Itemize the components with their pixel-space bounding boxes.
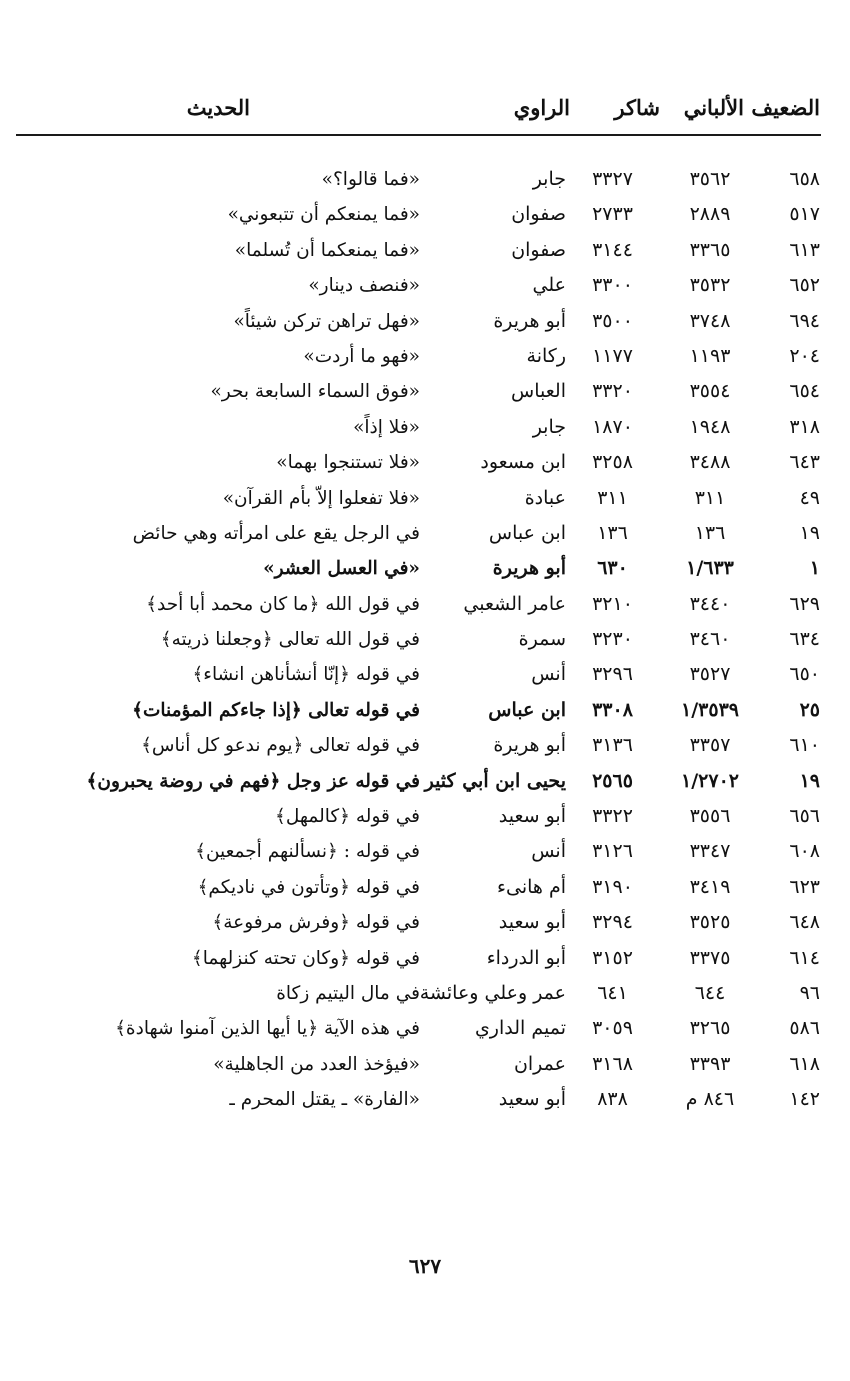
header-albani: الألباني: [683, 95, 744, 120]
narrator-name: يحيى ابن أبي كثير: [424, 769, 566, 792]
albani-number: ٣٥٥٦: [689, 805, 731, 828]
albani-number: ٣٣٤٧: [689, 840, 731, 863]
daif-number: ٦٥٢: [789, 274, 820, 297]
albani-number: ٣٥٥٤: [689, 380, 731, 403]
albani-number: ٣١١: [694, 486, 726, 509]
hadith-text: «فيؤخذ العدد من الجاهلية»: [213, 1053, 420, 1075]
header-rawi: الراوي: [513, 95, 570, 120]
daif-number: ٩٦: [799, 981, 820, 1004]
daif-number: ١: [809, 557, 820, 580]
narrator-name: سمرة: [518, 628, 566, 651]
hadith-text: في قوله ﴿إنّا أنشأناهن انشاء﴾: [192, 664, 420, 686]
narrator-name: علي: [532, 274, 566, 297]
shakir-number: ٣٠٥٩: [592, 1017, 633, 1040]
albani-number: ٣٤١٩: [689, 875, 731, 898]
table-row: [0, 162, 850, 197]
narrator-name: أم هانىء: [497, 875, 566, 898]
daif-number: ٦٢٣: [789, 875, 820, 898]
page-number: ٦٢٧: [408, 1254, 442, 1278]
table-row: [0, 304, 850, 339]
hadith-text: في هذه الآية ﴿يا أيها الذين آمنوا شهادة﴾: [115, 1018, 420, 1040]
daif-number: ٦٩٤: [789, 309, 820, 332]
shakir-number: ٦٣٠: [597, 557, 628, 580]
narrator-name: أبو سعيد: [498, 1088, 566, 1111]
narrator-name: ابن عباس: [488, 521, 566, 544]
narrator-name: أنس: [531, 663, 566, 686]
shakir-number: ١١٧٧: [592, 344, 633, 367]
hadith-text: في قوله ﴿وفرش مرفوعة﴾: [212, 912, 420, 934]
hadith-text: «فلا تستنجوا بهما»: [276, 452, 420, 474]
daif-number: ٦١٨: [789, 1052, 820, 1075]
table-row: [0, 799, 850, 834]
narrator-name: أبو هريرة: [493, 734, 566, 757]
table-row: [0, 445, 850, 480]
hadith-text: في قوله : ﴿نسألنهم أجمعين﴾: [195, 841, 420, 863]
shakir-number: ١٨٧٠: [592, 415, 633, 438]
daif-number: ٦٥٠: [789, 663, 820, 686]
shakir-number: ٢٥٦٥: [592, 769, 633, 792]
daif-number: ٦٠٨: [789, 840, 820, 863]
daif-number: ٣١٨: [789, 415, 820, 438]
shakir-number: ٣٣٢٢: [592, 805, 633, 828]
hadith-text: في قوله عز وجل ﴿فهم في روضة يحبرون﴾: [86, 770, 420, 792]
table-row: [0, 657, 850, 692]
hadith-text: «فوق السماء السابعة بحر»: [210, 381, 420, 403]
table-row: [0, 481, 850, 516]
header-daif: الضعيف: [751, 95, 820, 120]
hadith-text: في مال اليتيم زكاة: [276, 982, 420, 1004]
hadith-index-table: [0, 162, 850, 1118]
albani-number: ٣٥٦٢: [689, 168, 731, 190]
table-row: [0, 870, 850, 905]
table-header: [18, 92, 820, 128]
hadith-text: «فهل تراهن تركن شيئاً»: [233, 310, 420, 332]
daif-number: ٥٨٦: [789, 1017, 820, 1040]
table-row: [0, 976, 850, 1011]
albani-number: ٣٣٧٥: [689, 946, 731, 969]
albani-number: ٣٥٢٧: [689, 663, 731, 686]
hadith-text: «فما يمنعكم أن تتبعوني»: [227, 204, 420, 226]
narrator-name: أبو سعيد: [498, 805, 566, 828]
daif-number: ٦٥٤: [789, 380, 820, 403]
header-divider: [16, 134, 821, 136]
narrator-name: تميم الداري: [474, 1017, 566, 1040]
table-row: [0, 764, 850, 799]
table-row: [0, 1047, 850, 1082]
albani-number: ٢٨٨٩: [689, 203, 731, 226]
daif-number: ٦٣٤: [789, 628, 820, 651]
albani-number: ٣٥٢٥: [689, 911, 731, 934]
narrator-name: عمران: [513, 1052, 566, 1075]
albani-number: ١/٦٣٣: [686, 557, 734, 580]
table-row: [0, 197, 850, 232]
daif-number: ٦١٠: [789, 734, 820, 757]
narrator-name: ابن عباس: [488, 698, 566, 721]
hadith-text: في قول الله ﴿ما كان محمد أبا أحد﴾: [146, 593, 420, 615]
hadith-text: «فما قالوا؟»: [321, 169, 420, 190]
albani-number: ٣٣٦٥: [689, 238, 731, 261]
shakir-number: ٨٣٨: [597, 1088, 628, 1111]
daif-number: ٦٥٦: [789, 805, 820, 828]
shakir-number: ٣٣٢٠: [592, 380, 633, 403]
shakir-number: ٣٢٩٤: [592, 911, 633, 934]
shakir-number: ٣٥٠٠: [592, 309, 633, 332]
shakir-number: ٣٣٠٠: [592, 274, 633, 297]
narrator-name: عمر وعلي وعائشة: [419, 981, 566, 1004]
daif-number: ٦١٣: [789, 238, 820, 261]
albani-number: ٨٤٦ م: [685, 1088, 735, 1111]
shakir-number: ٣٣٢٧: [592, 168, 633, 190]
shakir-number: ٣١٦٨: [592, 1052, 633, 1075]
shakir-number: ٣٢١٠: [592, 592, 633, 615]
daif-number: ٦١٤: [789, 946, 820, 969]
shakir-number: ٣١٥٢: [592, 946, 633, 969]
narrator-name: جابر: [532, 415, 566, 438]
table-row: [0, 587, 850, 622]
table-row: [0, 268, 850, 303]
hadith-text: في قوله ﴿وتأتون في ناديكم﴾: [197, 876, 420, 898]
albani-number: ٣٥٣٢: [689, 274, 731, 297]
table-row: [0, 374, 850, 409]
albani-number: ١/٣٥٣٩: [681, 698, 739, 721]
hadith-text: في قول الله تعالى ﴿وجعلنا ذريته﴾: [160, 629, 420, 651]
albani-number: ٣٣٥٧: [689, 734, 731, 757]
shakir-number: ٦٤١: [597, 981, 628, 1004]
albani-number: ٣٧٤٨: [689, 309, 731, 332]
table-row: [0, 941, 850, 976]
shakir-number: ٣١٣٦: [592, 734, 633, 757]
hadith-text: «فهو ما أردت»: [303, 345, 420, 367]
shakir-number: ٣١١: [597, 486, 628, 509]
header-hadith: الحديث: [186, 95, 250, 120]
table-row: [0, 1082, 850, 1117]
hadith-text: «فما يمنعكما أن تُسلما»: [234, 239, 420, 261]
table-row: [0, 693, 850, 728]
table-row: [0, 339, 850, 374]
shakir-number: ٣٢٥٨: [592, 451, 633, 474]
shakir-number: ٣٣٠٨: [592, 698, 633, 721]
daif-number: ٦٤٣: [789, 451, 820, 474]
albani-number: ٣٢٦٥: [689, 1017, 731, 1040]
narrator-name: ابن مسعود: [480, 451, 566, 474]
shakir-number: ٣١٤٤: [592, 238, 633, 261]
albani-number: ٦٤٤: [694, 981, 726, 1004]
table-row: [0, 410, 850, 445]
table-row: [0, 834, 850, 869]
narrator-name: جابر: [532, 168, 566, 190]
daif-number: ٦٥٨: [789, 168, 820, 190]
shakir-number: ٣٢٣٠: [592, 628, 633, 651]
albani-number: ٣٤٦٠: [689, 628, 731, 651]
albani-number: ١١٩٣: [689, 344, 731, 367]
daif-number: ١٩: [799, 521, 820, 544]
albani-number: ١٣٦: [694, 521, 726, 544]
daif-number: ٦٢٩: [789, 592, 820, 615]
hadith-text: في قوله ﴿وكان تحته كنزلهما﴾: [191, 947, 420, 969]
daif-number: ٤٩: [799, 486, 820, 509]
shakir-number: ٣١٩٠: [592, 875, 633, 898]
table-row: [0, 233, 850, 268]
narrator-name: صفوان: [511, 238, 566, 261]
narrator-name: أبو سعيد: [498, 911, 566, 934]
narrator-name: أبو هريرة: [493, 309, 566, 332]
hadith-text: في قوله تعالى ﴿يوم ندعو كل أناس﴾: [141, 735, 420, 757]
hadith-text: «فنصف دينار»: [308, 275, 420, 297]
narrator-name: أبو هريرة: [492, 557, 566, 580]
narrator-name: صفوان: [511, 203, 566, 226]
table-row: [0, 1011, 850, 1046]
table-row: [0, 905, 850, 940]
hadith-text: في قوله تعالى ﴿إذا جاءكم المؤمنات﴾: [132, 699, 420, 721]
albani-number: ١/٢٧٠٢: [681, 769, 739, 792]
albani-number: ٣٤٤٠: [689, 592, 731, 615]
daif-number: ٦٤٨: [789, 911, 820, 934]
shakir-number: ١٣٦: [597, 521, 628, 544]
hadith-text: «فلا تفعلوا إلاّ بأم القرآن»: [222, 487, 420, 509]
daif-number: ٥١٧: [789, 203, 820, 226]
albani-number: ١٩٤٨: [689, 415, 731, 438]
narrator-name: ركانة: [526, 344, 566, 367]
hadith-text: في قوله ﴿كالمهل﴾: [275, 806, 420, 828]
hadith-text: «الفارة» ـ يقتل المحرم ـ: [229, 1089, 420, 1111]
hadith-text: في الرجل يقع على امرأته وهي حائض: [132, 522, 420, 544]
table-row: [0, 551, 850, 586]
daif-number: ٢٥: [799, 698, 820, 721]
shakir-number: ٣٢٩٦: [592, 663, 633, 686]
narrator-name: أنس: [531, 840, 566, 863]
shakir-number: ٣١٢٦: [592, 840, 633, 863]
narrator-name: أبو الدرداء: [486, 946, 566, 969]
table-row: [0, 622, 850, 657]
header-shakir: شاكر: [614, 95, 660, 120]
albani-number: ٣٤٨٨: [689, 451, 731, 474]
shakir-number: ٢٧٣٣: [592, 203, 633, 226]
narrator-name: العباس: [511, 380, 566, 403]
daif-number: ١٩: [799, 769, 820, 792]
narrator-name: عامر الشعبي: [463, 592, 566, 615]
albani-number: ٣٣٩٣: [689, 1052, 731, 1075]
hadith-text: «فلا إذاً»: [353, 416, 420, 438]
hadith-text: «في العسل العشر»: [263, 558, 420, 580]
narrator-name: عبادة: [524, 486, 566, 509]
table-row: [0, 728, 850, 763]
table-row: [0, 516, 850, 551]
daif-number: ١٤٢: [789, 1088, 820, 1111]
daif-number: ٢٠٤: [789, 344, 820, 367]
